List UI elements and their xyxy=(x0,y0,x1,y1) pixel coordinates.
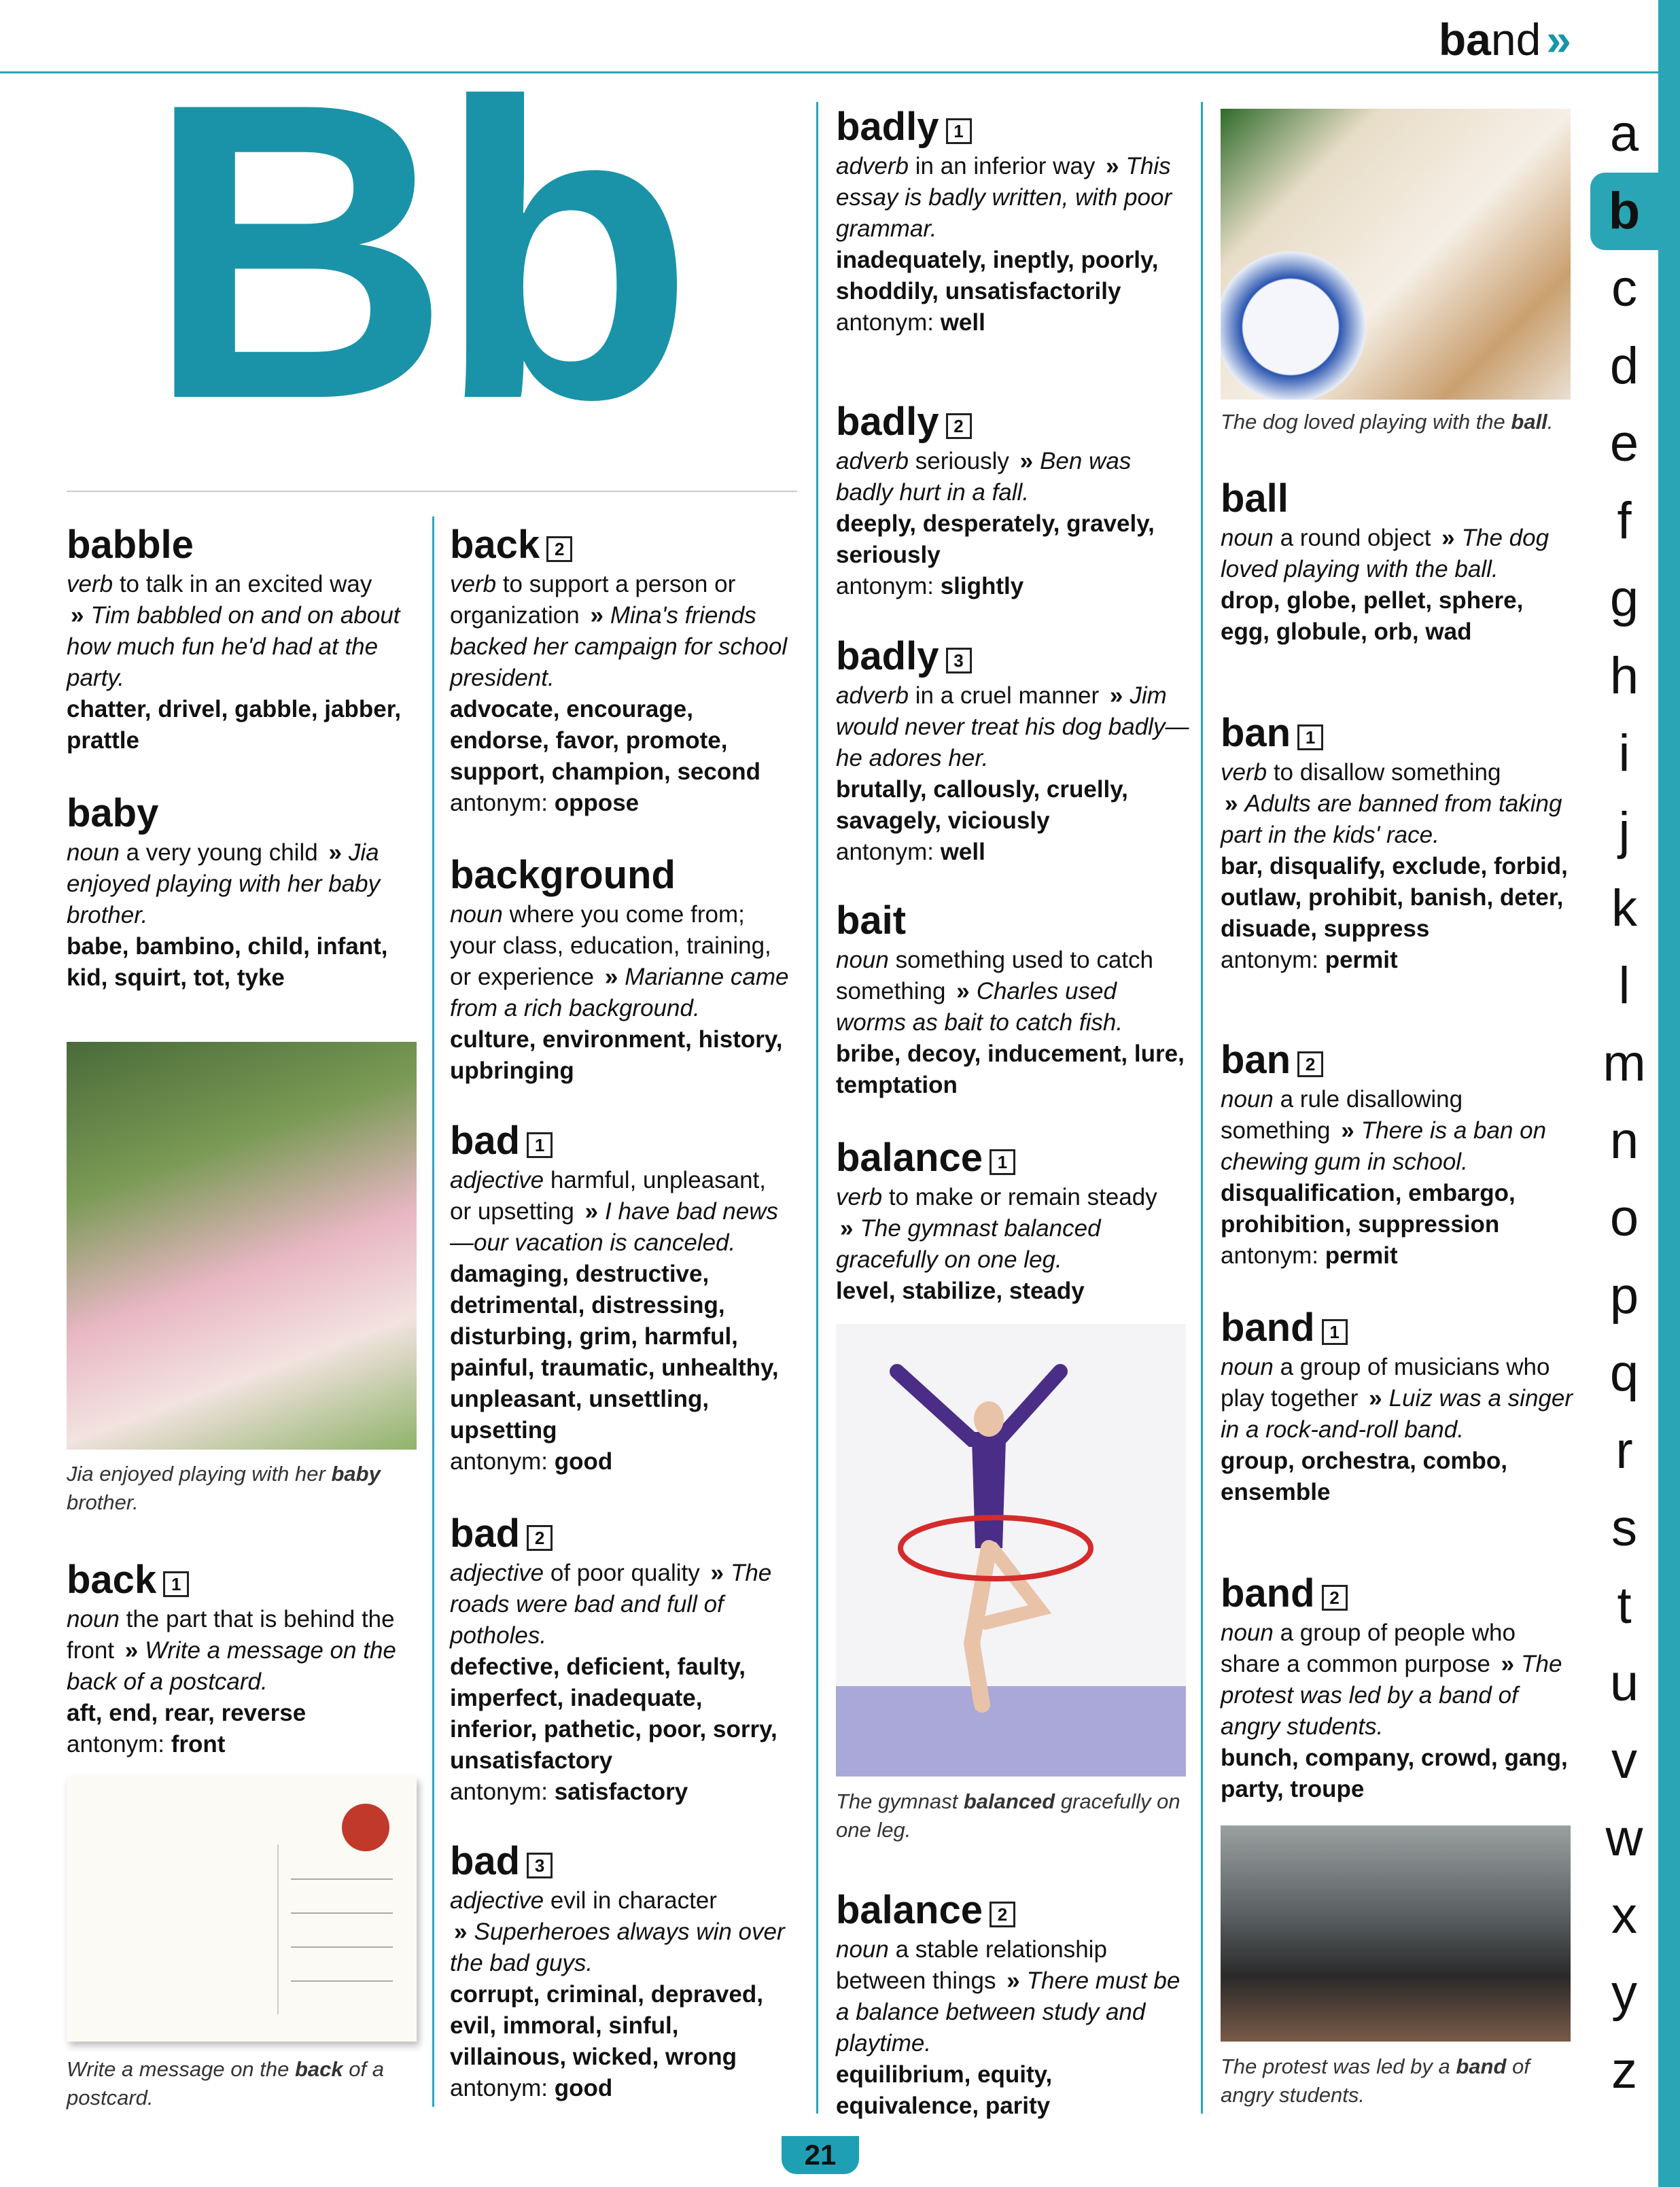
part-of-speech: noun xyxy=(836,947,889,973)
letter-tab-d[interactable]: d xyxy=(1609,337,1639,395)
caption-band: The protest was led by a band of angry students. xyxy=(1221,2054,1530,2107)
example-marker-icon: » xyxy=(604,964,618,990)
entry-headword xyxy=(450,853,790,898)
sense-number-box: 2 xyxy=(990,1902,1015,1927)
definition-text: harmful, unpleasant, or upsetting xyxy=(450,1167,767,1225)
definition-line xyxy=(836,151,1189,245)
sense-number-box: 2 xyxy=(1322,1585,1348,1611)
synonym-list: damaging, destructive, detrimental, distressing, disturbing, grim, harmful, painful, traumatic, unhealthy, unpleasant, unsettling, upsetting xyxy=(450,1261,779,1444)
letter-tab-v[interactable]: v xyxy=(1611,1732,1637,1789)
part-of-speech: adjective xyxy=(450,1560,544,1586)
part-of-speech: adverb xyxy=(836,153,909,179)
dictionary-entry xyxy=(1221,1038,1574,1272)
antonym-label: antonym: xyxy=(450,2075,555,2101)
headword-text: babble xyxy=(67,523,194,567)
antonym-line xyxy=(450,1446,790,1477)
dictionary-entry xyxy=(1221,1306,1574,1508)
entry-headword xyxy=(1221,1038,1574,1083)
headword-text: ban xyxy=(1221,711,1291,755)
definition-text: a stable relationship between things xyxy=(836,1936,1107,1994)
definition-text: something used to catch something xyxy=(836,947,1153,1004)
synonym-list: corrupt, criminal, depraved, evil, immoral, sinful, villainous, wicked, wrong xyxy=(450,1981,763,2070)
part-of-speech: verb xyxy=(450,571,497,597)
alphabet-tabs xyxy=(1590,95,1658,2110)
definition-line xyxy=(450,1558,790,1651)
example-sentence: Superheroes always win over the bad guys. xyxy=(450,1919,785,1976)
part-of-speech: adjective xyxy=(450,1887,544,1914)
caption-baby: Jia enjoyed playing with her baby brother. xyxy=(67,1462,381,1514)
example-marker-icon: » xyxy=(1501,1651,1515,1677)
example-sentence: This essay is badly written, with poor grammar. xyxy=(836,153,1172,242)
stamp-icon xyxy=(342,1804,389,1851)
sense-number-box: 1 xyxy=(1322,1319,1348,1345)
antonym-label: antonym: xyxy=(836,309,941,336)
caption-balance: The gymnast balanced gracefully on one leg. xyxy=(836,1789,1180,1842)
part-of-speech: adverb xyxy=(836,448,909,474)
synonym-list: equilibrium, equity, equivalence, parity xyxy=(836,2061,1053,2119)
letter-tab-l[interactable]: l xyxy=(1618,957,1630,1015)
caption-ball: The dog loved playing with the ball. xyxy=(1221,410,1554,434)
dictionary-entry xyxy=(450,1839,790,2104)
antonym-word: good xyxy=(554,2075,613,2101)
letter-tab-y[interactable]: y xyxy=(1611,1964,1637,2022)
definition-line xyxy=(836,446,1189,508)
synonym-list: deeply, desperately, gravely, seriously xyxy=(836,510,1155,568)
antonym-word: permit xyxy=(1325,1242,1398,1269)
example-sentence: Jia enjoyed playing with her baby brother. xyxy=(67,839,381,928)
entry-headword xyxy=(67,791,420,836)
antonym-line xyxy=(836,837,1189,868)
photo-girl-with-baby xyxy=(67,1042,417,1450)
definition-text: evil in character xyxy=(544,1887,717,1914)
example-sentence: There is a ban on chewing gum in school. xyxy=(1221,1117,1547,1175)
headword-text: balance xyxy=(836,1888,983,1932)
antonym-word: front xyxy=(171,1731,226,1757)
definition-text: in a cruel manner xyxy=(909,682,1100,709)
definition-line xyxy=(836,1182,1189,1276)
example-marker-icon: » xyxy=(1441,525,1455,551)
entry-headword xyxy=(67,523,420,567)
definition-text: a group of people who share a common purpose xyxy=(1221,1620,1516,1677)
synonym-list: chatter, drivel, gabble, jabber, prattle xyxy=(67,696,402,754)
example-sentence: Charles used worms as bait to catch fish. xyxy=(836,978,1123,1036)
headword-text: badly xyxy=(836,634,939,678)
part-of-speech: noun xyxy=(67,1606,120,1632)
definition-line xyxy=(836,1934,1189,2059)
part-of-speech: noun xyxy=(1221,1086,1274,1113)
guide-word-rest: nd xyxy=(1490,14,1541,65)
synonym-list: culture, environment, history, upbringing xyxy=(450,1026,783,1084)
part-of-speech: noun xyxy=(450,901,503,928)
guide-word-bold: ba xyxy=(1438,14,1491,65)
antonym-word: oppose xyxy=(554,790,640,816)
headword-text: bad xyxy=(450,1839,521,1883)
synonym-list: defective, deficient, faulty, imperfect, inadequate, inferior, pathetic, poor, sorry, unsatisfactory xyxy=(450,1654,777,1774)
example-sentence: The protest was led by a band of angry students. xyxy=(1221,1651,1562,1740)
entry-headword xyxy=(450,1839,790,1884)
part-of-speech: verb xyxy=(836,1184,883,1210)
definition-line xyxy=(836,945,1189,1038)
definition-line xyxy=(450,1885,790,1979)
synonym-list: bribe, decoy, inducement, lure, temptation xyxy=(836,1040,1185,1098)
dictionary-entry xyxy=(836,898,1189,1101)
definition-text: to disallow something xyxy=(1267,759,1501,786)
synonym-list: advocate, encourage, endorse, favor, promote, support, champion, second xyxy=(450,696,760,785)
part-of-speech: noun xyxy=(67,839,120,866)
example-marker-icon: » xyxy=(1019,448,1034,474)
letter-tab-x[interactable]: x xyxy=(1611,1887,1637,1944)
sense-number-box: 3 xyxy=(946,648,972,673)
letter-tab-b[interactable]: b xyxy=(1590,173,1658,250)
caption-back: Write a message on the back of a postcard. xyxy=(67,2057,384,2110)
headword-text: badly xyxy=(836,400,939,444)
headword-text: balance xyxy=(836,1136,983,1180)
definition-text: the part that is behind the front xyxy=(67,1606,395,1664)
antonym-line xyxy=(1221,945,1574,976)
example-sentence: Luiz was a singer in a rock-and-roll band. xyxy=(1221,1385,1573,1443)
definition-line xyxy=(1221,1084,1574,1178)
definition-text: in an inferior way xyxy=(909,153,1096,179)
example-sentence: There must be a balance between study and playtime. xyxy=(836,1967,1180,2057)
sense-number-box: 2 xyxy=(946,413,972,439)
part-of-speech: adjective xyxy=(450,1167,544,1193)
dictionary-entry xyxy=(836,1136,1189,1307)
definition-text: a round object xyxy=(1273,525,1431,551)
antonym-word: good xyxy=(554,1448,613,1475)
entry-headword xyxy=(836,898,1189,943)
example-marker-icon: » xyxy=(840,1215,854,1242)
example-sentence: The gymnast balanced gracefully on one leg. xyxy=(836,1215,1101,1273)
antonym-line xyxy=(67,1729,420,1760)
photo-dog-with-ball xyxy=(1221,109,1571,400)
example-marker-icon: » xyxy=(590,602,603,629)
headword-text: bad xyxy=(450,1119,521,1163)
entry-headword xyxy=(1221,1306,1574,1350)
letter-tab-t[interactable]: t xyxy=(1617,1577,1632,1634)
letter-tab-z[interactable]: z xyxy=(1611,2042,1637,2099)
antonym-line xyxy=(450,1777,790,1808)
example-sentence: Write a message on the back of a postcard. xyxy=(67,1637,396,1695)
example-marker-icon: » xyxy=(1106,153,1119,179)
letter-tab-u[interactable]: u xyxy=(1609,1654,1639,1712)
antonym-label: antonym: xyxy=(67,1731,171,1757)
entry-headword xyxy=(1221,1571,1574,1616)
definition-line xyxy=(450,1165,790,1259)
entry-headword xyxy=(1221,711,1574,756)
example-marker-icon: » xyxy=(454,1919,468,1945)
antonym-word: well xyxy=(940,839,985,865)
letter-tab-r[interactable]: r xyxy=(1615,1422,1633,1480)
example-marker-icon: » xyxy=(1369,1385,1382,1412)
headword-text: background xyxy=(450,853,676,897)
synonym-list: bunch, company, crowd, gang, party, troupe xyxy=(1221,1745,1568,1802)
headword-text: bait xyxy=(836,898,907,943)
example-marker-icon: » xyxy=(1109,682,1123,709)
definition-text: of poor quality xyxy=(544,1560,700,1586)
headword-text: badly xyxy=(836,105,939,149)
synonym-list: level, stabilize, steady xyxy=(836,1278,1085,1304)
letter-tab-h[interactable]: h xyxy=(1609,647,1639,705)
example-sentence: Tim babbled on and on about how much fun he'd had at the party. xyxy=(67,602,400,691)
definition-line xyxy=(67,569,420,694)
dictionary-entry xyxy=(67,1558,420,1760)
letter-tab-w[interactable]: w xyxy=(1605,1809,1643,1867)
gymnast-figure xyxy=(836,1324,1186,1777)
antonym-label: antonym: xyxy=(450,1448,555,1475)
synonym-list: inadequately, ineptly, poorly, shoddily, unsatisfactorily xyxy=(836,247,1159,304)
example-marker-icon: » xyxy=(1225,790,1238,817)
sense-number-box: 3 xyxy=(527,1853,553,1878)
sense-number-box: 1 xyxy=(990,1149,1015,1175)
letter-tab-a[interactable]: a xyxy=(1609,105,1639,162)
definition-text: seriously xyxy=(909,448,1009,474)
dictionary-entry xyxy=(450,853,790,1087)
definition-line xyxy=(67,1604,420,1698)
headword-text: bad xyxy=(450,1511,521,1556)
sense-number-box: 1 xyxy=(163,1571,189,1597)
headword-text: ball xyxy=(1221,476,1289,521)
letter-tab-g[interactable]: g xyxy=(1609,570,1639,627)
section-letter: Bb xyxy=(146,16,681,487)
synonym-list: group, orchestra, combo, ensemble xyxy=(1221,1448,1507,1505)
example-marker-icon: » xyxy=(584,1198,599,1225)
headword-text: baby xyxy=(67,791,159,835)
definition-text: where you come from; your class, education, training, or experience xyxy=(450,901,771,990)
example-sentence: Jim would never treat his dog badly—he adores her. xyxy=(836,682,1189,771)
dictionary-entry xyxy=(836,634,1189,868)
headword-text: ban xyxy=(1221,1038,1291,1082)
part-of-speech: noun xyxy=(1221,1620,1274,1646)
example-sentence: Marianne came from a rich background. xyxy=(450,964,789,1021)
antonym-word: satisfactory xyxy=(554,1779,688,1805)
definition-text: a group of musicians who play together xyxy=(1221,1354,1550,1412)
headword-text: back xyxy=(450,523,540,567)
letter-tab-q[interactable]: q xyxy=(1609,1344,1639,1402)
letter-tab-s[interactable]: s xyxy=(1611,1499,1637,1557)
example-sentence: The dog loved playing with the ball. xyxy=(1221,525,1550,582)
example-marker-icon: » xyxy=(710,1560,724,1586)
example-sentence: Mina's friends backed her campaign for school president. xyxy=(450,602,788,691)
entry-headword xyxy=(836,1136,1189,1180)
dictionary-entry xyxy=(450,1119,790,1477)
entry-headword xyxy=(836,634,1189,679)
antonym-line xyxy=(836,307,1189,338)
part-of-speech: adverb xyxy=(836,682,909,709)
example-sentence: Ben was badly hurt in a fall. xyxy=(836,448,1132,506)
page-number: 21 xyxy=(782,2136,859,2174)
definition-text: to make or remain steady xyxy=(882,1184,1157,1210)
definition-line xyxy=(450,899,790,1024)
entry-headword xyxy=(450,1119,790,1164)
antonym-line xyxy=(450,2073,790,2104)
antonym-line xyxy=(1221,1240,1574,1272)
synonym-list: babe, bambino, child, infant, kid, squirt, tot, tyke xyxy=(67,933,388,991)
antonym-label: antonym: xyxy=(450,1779,555,1805)
antonym-line xyxy=(836,571,1189,602)
definition-line xyxy=(1221,523,1574,585)
sense-number-box: 1 xyxy=(946,118,972,144)
running-head xyxy=(1439,14,1571,65)
headword-text: back xyxy=(67,1558,157,1602)
dictionary-entry xyxy=(450,523,790,819)
entry-headword xyxy=(836,400,1189,444)
chevron-right-icon: » xyxy=(1546,14,1571,65)
dictionary-entry xyxy=(67,791,420,994)
letter-tab-k[interactable]: k xyxy=(1611,879,1637,937)
dictionary-entry xyxy=(67,523,420,756)
definition-line xyxy=(1221,757,1574,851)
example-sentence: The roads were bad and full of potholes. xyxy=(450,1560,772,1649)
entry-headword xyxy=(836,1888,1189,1933)
dictionary-entry xyxy=(450,1511,790,1808)
entry-headword xyxy=(450,1511,790,1556)
part-of-speech: noun xyxy=(1221,1354,1274,1380)
dictionary-entry xyxy=(1221,1571,1574,1805)
entry-headword xyxy=(67,1558,420,1603)
entry-headword xyxy=(836,105,1189,150)
definition-text: to support a person or organization xyxy=(450,571,736,629)
postcard-illustration xyxy=(67,1777,417,2042)
dictionary-entry xyxy=(836,400,1189,602)
column-divider xyxy=(1201,102,1203,2114)
example-marker-icon: » xyxy=(956,978,970,1004)
column-divider xyxy=(816,102,818,2114)
example-marker-icon: » xyxy=(71,602,84,629)
antonym-label: antonym: xyxy=(836,573,941,599)
gymnast-illustration xyxy=(836,1324,1186,1777)
thumb-index-bar xyxy=(1658,0,1680,2187)
example-sentence: I have bad news—our vacation is canceled. xyxy=(450,1198,779,1256)
antonym-word: well xyxy=(940,309,985,336)
example-marker-icon: » xyxy=(328,839,342,866)
definition-line xyxy=(67,837,420,931)
definition-text: to talk in an excited way xyxy=(113,571,372,597)
part-of-speech: verb xyxy=(1221,759,1267,786)
antonym-line xyxy=(450,788,790,819)
sense-number-box: 1 xyxy=(527,1132,553,1158)
definition-line xyxy=(450,569,790,694)
antonym-label: antonym: xyxy=(450,790,555,816)
example-sentence: Adults are banned from taking part in the kids' race. xyxy=(1221,790,1562,848)
dictionary-entry xyxy=(836,105,1189,338)
letter-tab-p[interactable]: p xyxy=(1609,1267,1639,1325)
antonym-word: permit xyxy=(1325,947,1398,973)
dictionary-entry xyxy=(1221,476,1574,648)
example-marker-icon: » xyxy=(1341,1117,1354,1144)
sense-number-box: 1 xyxy=(1297,724,1323,750)
synonym-list: brutally, callously, cruelly, savagely, viciously xyxy=(836,776,1128,834)
letter-tab-f[interactable]: f xyxy=(1617,492,1632,550)
entry-headword xyxy=(450,523,790,567)
example-marker-icon: » xyxy=(124,1637,139,1664)
letter-tab-n[interactable]: n xyxy=(1609,1112,1639,1170)
sense-number-box: 2 xyxy=(527,1525,553,1551)
letter-tab-c[interactable]: c xyxy=(1611,260,1637,317)
part-of-speech: verb xyxy=(67,571,113,597)
synonym-list: bar, disqualify, exclude, forbid, outlaw, prohibit, banish, deter, disuade, suppress xyxy=(1221,853,1568,942)
definition-line xyxy=(836,680,1189,774)
letter-tab-o[interactable]: o xyxy=(1609,1189,1639,1247)
headword-text: band xyxy=(1221,1571,1315,1615)
sense-number-box: 2 xyxy=(546,536,572,562)
antonym-label: antonym: xyxy=(836,839,941,865)
part-of-speech: noun xyxy=(836,1936,889,1963)
antonym-label: antonym: xyxy=(1221,1242,1325,1269)
definition-text: a very young child xyxy=(119,839,318,866)
definition-line xyxy=(1221,1617,1574,1743)
synonym-list: drop, globe, pellet, sphere, egg, globule, orb, wad xyxy=(1221,587,1524,645)
entry-headword xyxy=(1221,476,1574,521)
definition-text: a rule disallowing something xyxy=(1221,1086,1463,1144)
letter-tab-e[interactable]: e xyxy=(1609,415,1639,472)
sense-number-box: 2 xyxy=(1297,1051,1323,1077)
part-of-speech: noun xyxy=(1221,525,1274,551)
column-divider xyxy=(432,517,434,2107)
letter-tab-m[interactable]: m xyxy=(1603,1034,1646,1092)
dictionary-entry xyxy=(1221,711,1574,976)
headword-text: band xyxy=(1221,1306,1315,1350)
definition-line xyxy=(1221,1352,1574,1446)
section-rule xyxy=(67,491,797,492)
dictionary-entry xyxy=(836,1888,1189,2122)
synonym-list: aft, end, rear, reverse xyxy=(67,1700,307,1726)
antonym-word: slightly xyxy=(940,573,1024,599)
photo-protest-crowd xyxy=(1221,1825,1571,2042)
letter-tab-j[interactable]: j xyxy=(1618,802,1630,860)
synonym-list: disqualification, embargo, prohibition, suppression xyxy=(1221,1180,1516,1238)
antonym-label: antonym: xyxy=(1221,947,1325,973)
letter-tab-i[interactable]: i xyxy=(1618,724,1630,782)
example-marker-icon: » xyxy=(1007,1967,1020,1994)
